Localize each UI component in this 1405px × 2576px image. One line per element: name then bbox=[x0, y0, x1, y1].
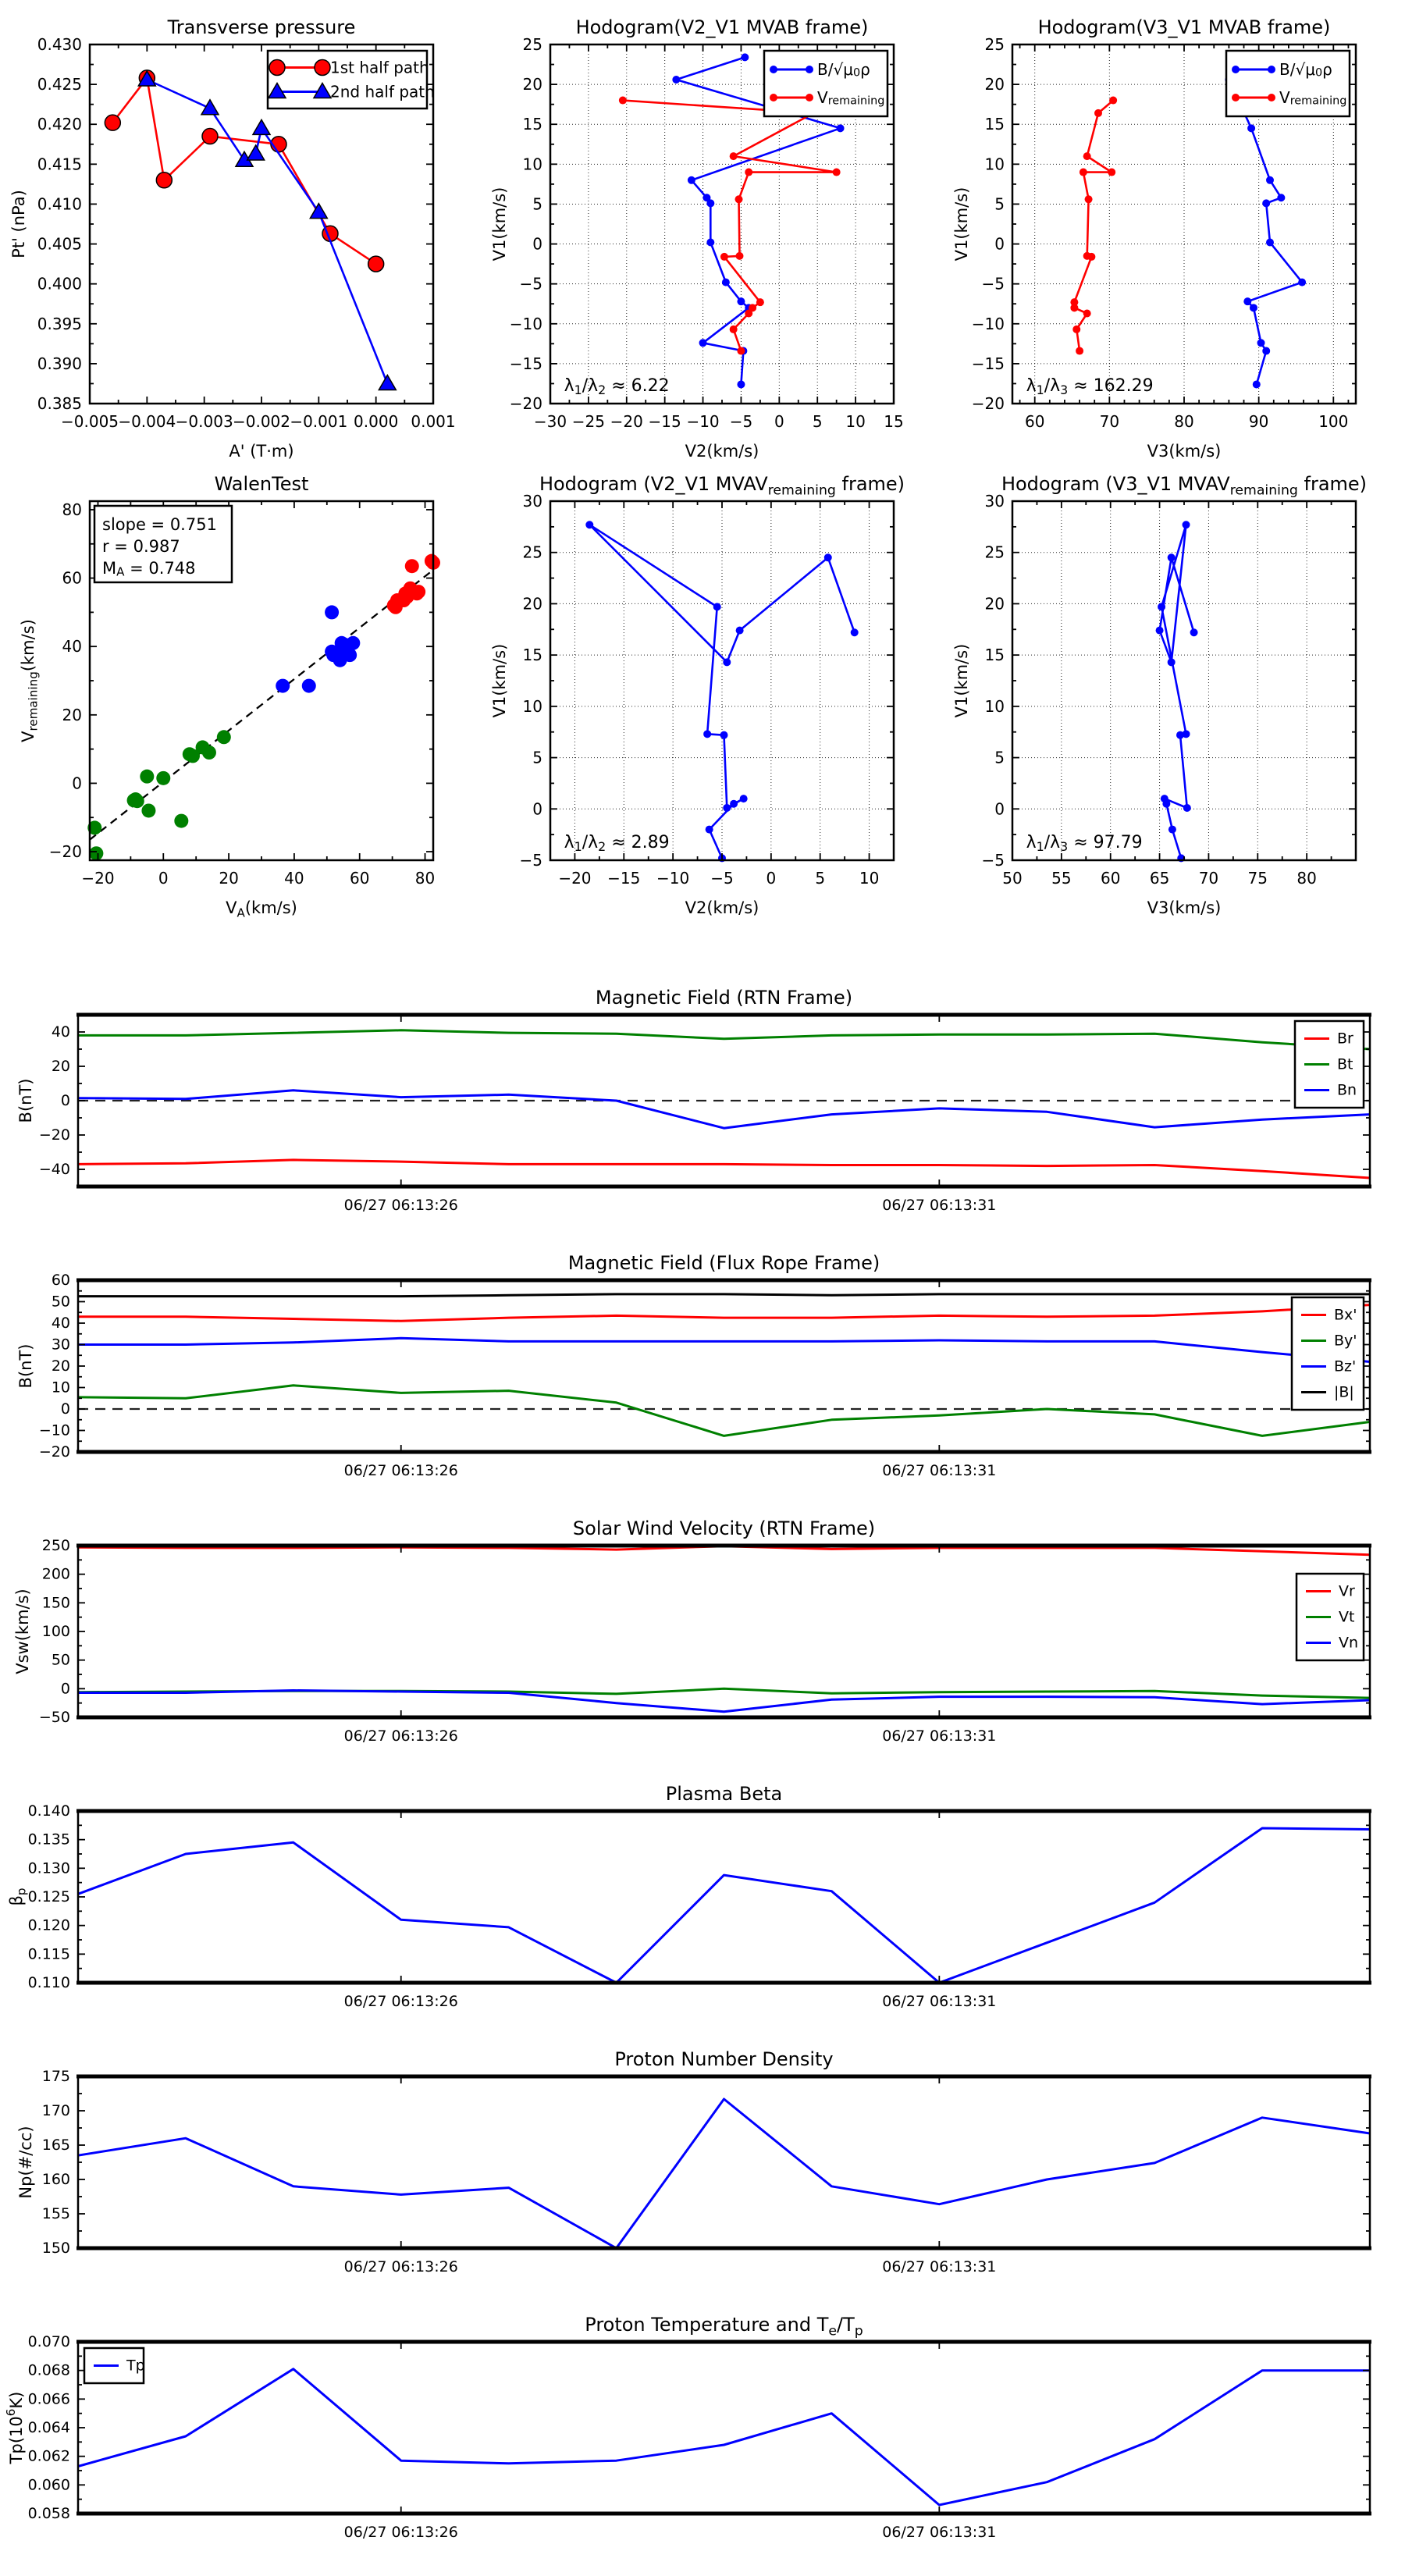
svg-text:λ1/λ2 ≈ 6.22: $\lambda_1/\lambda_2 \approx 6.22$ bbox=[564, 375, 670, 397]
svg-text:20: 20 bbox=[51, 1357, 70, 1375]
svg-text:V2(km/s): V2(km/s) bbox=[685, 442, 759, 461]
svg-text:B/√μ0ρ: $B/√\mu_0\rho$ bbox=[817, 60, 870, 80]
svg-text:0: 0 bbox=[774, 412, 784, 431]
svg-text:80: 80 bbox=[1297, 869, 1317, 888]
chart-b_rtn bbox=[16, 987, 1370, 1214]
svg-text:75: 75 bbox=[1247, 869, 1268, 888]
svg-text:Vremaining: $V_{remaining}$ bbox=[817, 88, 885, 108]
svg-text:165: 165 bbox=[41, 2137, 70, 2154]
svg-text:Bz': Bz' bbox=[1334, 1357, 1357, 1375]
svg-text:0: 0 bbox=[72, 774, 82, 793]
svg-text:0: 0 bbox=[994, 799, 1005, 819]
svg-text:Hodogram (V2_V1 MVAVremaining: Hodogram (V2_V1 $MVAV_{remaining}$ frame) bbox=[539, 473, 905, 499]
svg-text:By': By' bbox=[1334, 1332, 1357, 1350]
svg-text:−20: −20 bbox=[48, 842, 82, 862]
svg-text:55: 55 bbox=[1051, 869, 1072, 888]
svg-text:0.425: 0.425 bbox=[37, 75, 82, 94]
svg-text:0.405: 0.405 bbox=[37, 234, 82, 254]
svg-text:V1(km/s): V1(km/s) bbox=[952, 643, 971, 718]
svg-text:r = 0.987: r = 0.987 bbox=[102, 537, 180, 556]
svg-text:80: 80 bbox=[62, 500, 82, 519]
svg-text:20: 20 bbox=[522, 594, 542, 614]
svg-text:0.140: 0.140 bbox=[27, 1802, 70, 1820]
svg-text:−5: −5 bbox=[519, 851, 542, 870]
svg-text:Hodogram(V3_V1 MVAB frame): Hodogram(V3_V1 MVAB frame) bbox=[1037, 16, 1331, 38]
svg-text:25: 25 bbox=[522, 35, 542, 54]
svg-text:30: 30 bbox=[51, 1336, 70, 1354]
svg-text:0.110: 0.110 bbox=[27, 1974, 70, 1991]
svg-text:25: 25 bbox=[984, 543, 1005, 562]
svg-text:60: 60 bbox=[62, 568, 82, 588]
svg-text:0: 0 bbox=[60, 1400, 70, 1418]
svg-text:−0.002: −0.002 bbox=[232, 412, 291, 431]
svg-text:160: 160 bbox=[41, 2171, 70, 2188]
svg-text:βp: $\beta_p$ bbox=[7, 1888, 29, 1906]
svg-text:Plasma Beta: Plasma Beta bbox=[665, 1783, 783, 1805]
svg-text:20: 20 bbox=[51, 1058, 70, 1075]
svg-text:V1(km/s): V1(km/s) bbox=[490, 643, 509, 718]
svg-text:10: 10 bbox=[522, 155, 542, 174]
svg-text:5: 5 bbox=[532, 748, 542, 767]
svg-text:0.130: 0.130 bbox=[27, 1859, 70, 1877]
svg-text:25: 25 bbox=[984, 35, 1005, 54]
chart-transverse_pressure bbox=[9, 16, 456, 461]
svg-text:0.420: 0.420 bbox=[37, 115, 82, 134]
svg-text:Hodogram (V3_V1 MVAVremaining: Hodogram (V3_V1 $MVAV_{remaining}$ frame) bbox=[1001, 473, 1368, 499]
svg-text:06/27 06:13:31: 06/27 06:13:31 bbox=[882, 1727, 997, 1745]
svg-text:−40: −40 bbox=[38, 1161, 70, 1178]
svg-text:06/27 06:13:31: 06/27 06:13:31 bbox=[882, 2258, 997, 2275]
svg-text:0.058: 0.058 bbox=[27, 2505, 70, 2522]
svg-text:V3(km/s): V3(km/s) bbox=[1147, 898, 1222, 917]
svg-text:Tp: Tp bbox=[126, 2357, 145, 2375]
svg-text:0: 0 bbox=[994, 234, 1005, 254]
svg-text:−15: −15 bbox=[607, 869, 641, 888]
svg-text:0.070: 0.070 bbox=[27, 2333, 70, 2350]
svg-text:−20: −20 bbox=[38, 1126, 70, 1144]
chart-hodogram_v2v1_mvav bbox=[490, 473, 905, 917]
svg-text:5: 5 bbox=[994, 748, 1005, 767]
svg-text:0: 0 bbox=[532, 234, 542, 254]
svg-text:5: 5 bbox=[994, 194, 1005, 214]
svg-text:0.125: 0.125 bbox=[27, 1888, 70, 1905]
svg-text:−15: −15 bbox=[648, 412, 681, 431]
svg-text:V2(km/s): V2(km/s) bbox=[685, 898, 759, 917]
svg-text:|B|: |B| bbox=[1334, 1383, 1354, 1401]
svg-text:10: 10 bbox=[984, 696, 1005, 716]
svg-text:50: 50 bbox=[1002, 869, 1023, 888]
svg-text:06/27 06:13:31: 06/27 06:13:31 bbox=[882, 1197, 997, 1214]
svg-text:150: 150 bbox=[41, 2240, 70, 2257]
svg-text:20: 20 bbox=[62, 705, 82, 724]
svg-text:10: 10 bbox=[522, 696, 542, 716]
svg-text:Vt: Vt bbox=[1339, 1608, 1355, 1626]
svg-text:90: 90 bbox=[1248, 412, 1269, 431]
svg-text:Vn: Vn bbox=[1339, 1634, 1359, 1652]
svg-text:0.430: 0.430 bbox=[37, 35, 82, 54]
chart-vsw_rtn bbox=[13, 1517, 1370, 1745]
svg-text:100: 100 bbox=[41, 1623, 70, 1640]
svg-text:−50: −50 bbox=[38, 1709, 70, 1726]
svg-text:−20: −20 bbox=[558, 869, 592, 888]
svg-text:15: 15 bbox=[522, 115, 542, 134]
svg-text:−5: −5 bbox=[981, 851, 1005, 870]
svg-text:λ1/λ3 ≈ 97.79: $\lambda_1/\lambda_3 \approx 97.79$ bbox=[1026, 832, 1143, 854]
svg-text:20: 20 bbox=[219, 869, 239, 888]
svg-text:0: 0 bbox=[158, 869, 169, 888]
svg-text:−15: −15 bbox=[971, 354, 1005, 373]
chart-proton_density bbox=[16, 2048, 1370, 2275]
svg-text:Bt: Bt bbox=[1337, 1055, 1353, 1073]
svg-text:−0.005: −0.005 bbox=[60, 412, 119, 431]
svg-text:0.395: 0.395 bbox=[37, 314, 82, 333]
svg-text:Solar Wind Velocity (RTN Frame: Solar Wind Velocity (RTN Frame) bbox=[572, 1517, 876, 1539]
svg-text:06/27 06:13:31: 06/27 06:13:31 bbox=[882, 1993, 997, 2010]
svg-text:06/27 06:13:26: 06/27 06:13:26 bbox=[343, 2524, 458, 2541]
svg-text:40: 40 bbox=[284, 869, 304, 888]
svg-text:Np(#/cc): Np(#/cc) bbox=[16, 2126, 35, 2199]
svg-text:−0.003: −0.003 bbox=[175, 412, 233, 431]
chart-hodogram_v3v1_mvab bbox=[952, 16, 1356, 461]
svg-text:V1(km/s): V1(km/s) bbox=[952, 187, 971, 262]
svg-text:20: 20 bbox=[984, 75, 1005, 94]
svg-text:Magnetic Field (RTN Frame): Magnetic Field (RTN Frame) bbox=[595, 987, 853, 1009]
svg-text:15: 15 bbox=[884, 412, 904, 431]
svg-text:06/27 06:13:31: 06/27 06:13:31 bbox=[882, 1462, 997, 1479]
svg-text:−5: −5 bbox=[519, 274, 542, 294]
svg-text:20: 20 bbox=[522, 75, 542, 94]
svg-text:5: 5 bbox=[815, 869, 826, 888]
chart-hodogram_v3v1_mvav bbox=[952, 473, 1368, 917]
svg-text:15: 15 bbox=[522, 646, 542, 665]
svg-text:0.120: 0.120 bbox=[27, 1916, 70, 1934]
svg-text:−5: −5 bbox=[729, 412, 753, 431]
svg-text:06/27 06:13:26: 06/27 06:13:26 bbox=[343, 1993, 458, 2010]
svg-text:Bn: Bn bbox=[1337, 1081, 1357, 1099]
svg-text:10: 10 bbox=[51, 1379, 70, 1397]
svg-text:100: 100 bbox=[1318, 412, 1349, 431]
svg-text:2nd half path: 2nd half path bbox=[330, 82, 435, 101]
svg-text:slope = 0.751: slope = 0.751 bbox=[102, 515, 217, 534]
chart-walen_test bbox=[19, 473, 436, 920]
svg-text:Hodogram(V2_V1 MVAB frame): Hodogram(V2_V1 MVAB frame) bbox=[575, 16, 869, 38]
svg-text:40: 40 bbox=[51, 1315, 70, 1332]
svg-text:0.410: 0.410 bbox=[37, 194, 82, 214]
svg-text:5: 5 bbox=[812, 412, 823, 431]
svg-text:0.060: 0.060 bbox=[27, 2476, 70, 2494]
svg-text:80: 80 bbox=[1174, 412, 1194, 431]
svg-text:06/27 06:13:26: 06/27 06:13:26 bbox=[343, 1197, 458, 1214]
svg-text:10: 10 bbox=[859, 869, 880, 888]
svg-text:06/27 06:13:26: 06/27 06:13:26 bbox=[343, 1727, 458, 1745]
svg-text:WalenTest: WalenTest bbox=[214, 473, 309, 495]
svg-text:0.066: 0.066 bbox=[27, 2390, 70, 2408]
svg-text:155: 155 bbox=[41, 2205, 70, 2222]
svg-text:VA(km/s): $V_A(km/s)$ bbox=[226, 898, 297, 920]
svg-text:30: 30 bbox=[522, 492, 542, 511]
svg-text:−0.001: −0.001 bbox=[290, 412, 348, 431]
svg-text:Vr: Vr bbox=[1339, 1582, 1355, 1600]
svg-text:0.062: 0.062 bbox=[27, 2447, 70, 2465]
svg-text:−10: −10 bbox=[656, 869, 690, 888]
svg-text:V1(km/s): V1(km/s) bbox=[490, 187, 509, 262]
svg-text:Vremaining(km/s): $V_{remaining}(km/s)$ bbox=[19, 619, 41, 742]
svg-text:15: 15 bbox=[984, 115, 1005, 134]
svg-text:0.385: 0.385 bbox=[37, 394, 82, 413]
svg-text:−15: −15 bbox=[509, 354, 542, 373]
svg-text:B(nT): B(nT) bbox=[16, 1343, 35, 1389]
svg-text:15: 15 bbox=[984, 646, 1005, 665]
svg-text:0.068: 0.068 bbox=[27, 2361, 70, 2379]
svg-text:V3(km/s): V3(km/s) bbox=[1147, 442, 1222, 461]
svg-text:λ1/λ2 ≈ 2.89: $\lambda_1/\lambda_2 \approx 2.89$ bbox=[564, 832, 670, 854]
svg-text:Transverse pressure: Transverse pressure bbox=[167, 16, 356, 38]
svg-text:0.000: 0.000 bbox=[354, 412, 399, 431]
svg-text:0.001: 0.001 bbox=[411, 412, 456, 431]
svg-text:Proton Temperature and Te/Tp: Proton Temperature and $T_e/T_p$ bbox=[585, 2314, 863, 2339]
svg-text:20: 20 bbox=[984, 594, 1005, 614]
svg-text:0.064: 0.064 bbox=[27, 2419, 70, 2436]
svg-text:−5: −5 bbox=[710, 869, 734, 888]
svg-text:0.400: 0.400 bbox=[37, 274, 82, 294]
svg-text:−30: −30 bbox=[533, 412, 567, 431]
svg-text:0.390: 0.390 bbox=[37, 354, 82, 373]
svg-text:175: 175 bbox=[41, 2068, 70, 2085]
svg-text:Pt' (nPa): Pt' (nPa) bbox=[9, 190, 28, 258]
svg-text:Vsw(km/s): Vsw(km/s) bbox=[13, 1589, 32, 1674]
svg-text:40: 40 bbox=[62, 637, 82, 656]
svg-text:60: 60 bbox=[51, 1272, 70, 1289]
svg-text:MA = 0.748: $M_A = 0.748$ bbox=[102, 559, 196, 579]
svg-text:Tp(106K): $Tp(10^6K)$ bbox=[4, 2391, 26, 2464]
svg-text:Vremaining: $V_{remaining}$ bbox=[1279, 88, 1347, 108]
svg-text:250: 250 bbox=[41, 1537, 70, 1554]
svg-text:5: 5 bbox=[532, 194, 542, 214]
svg-text:150: 150 bbox=[41, 1594, 70, 1612]
svg-text:Bx': Bx' bbox=[1334, 1306, 1357, 1324]
svg-text:50: 50 bbox=[51, 1651, 70, 1669]
svg-text:−25: −25 bbox=[571, 412, 605, 431]
chart-hodogram_v2v1_mvab bbox=[490, 16, 904, 461]
svg-text:Proton Number Density: Proton Number Density bbox=[614, 2048, 834, 2070]
svg-text:−10: −10 bbox=[686, 412, 720, 431]
svg-text:06/27 06:13:31: 06/27 06:13:31 bbox=[882, 2524, 997, 2541]
svg-text:A' (T·m): A' (T·m) bbox=[229, 442, 294, 461]
svg-text:10: 10 bbox=[984, 155, 1005, 174]
svg-text:0.415: 0.415 bbox=[37, 155, 82, 174]
svg-text:40: 40 bbox=[51, 1023, 70, 1041]
chart-proton_temperature bbox=[4, 2314, 1370, 2541]
svg-text:λ1/λ3 ≈ 162.29: $\lambda_1/\lambda_3 \approx 162.29$ bbox=[1026, 375, 1154, 397]
svg-text:0: 0 bbox=[532, 799, 542, 819]
svg-text:0: 0 bbox=[766, 869, 777, 888]
svg-text:170: 170 bbox=[41, 2102, 70, 2119]
svg-text:−20: −20 bbox=[509, 394, 542, 413]
chart-b_flux_rope bbox=[16, 1252, 1370, 1479]
svg-text:80: 80 bbox=[414, 869, 436, 888]
svg-text:−20: −20 bbox=[38, 1443, 70, 1461]
svg-text:1st half path: 1st half path bbox=[330, 58, 429, 77]
svg-text:Magnetic Field (Flux Rope Fram: Magnetic Field (Flux Rope Frame) bbox=[567, 1252, 880, 1274]
svg-text:−20: −20 bbox=[971, 394, 1005, 413]
svg-text:25: 25 bbox=[522, 543, 542, 562]
svg-text:60: 60 bbox=[349, 869, 370, 888]
svg-text:0.135: 0.135 bbox=[27, 1831, 70, 1848]
svg-text:60: 60 bbox=[1024, 412, 1045, 431]
svg-text:−20: −20 bbox=[81, 869, 115, 888]
svg-text:70: 70 bbox=[1198, 869, 1219, 888]
svg-text:0: 0 bbox=[60, 1680, 70, 1698]
svg-text:−10: −10 bbox=[38, 1421, 70, 1439]
svg-text:−20: −20 bbox=[610, 412, 643, 431]
svg-text:B(nT): B(nT) bbox=[16, 1078, 35, 1123]
svg-text:06/27 06:13:26: 06/27 06:13:26 bbox=[343, 1462, 458, 1479]
svg-text:10: 10 bbox=[845, 412, 866, 431]
svg-text:0: 0 bbox=[60, 1092, 70, 1109]
svg-text:−0.004: −0.004 bbox=[118, 412, 176, 431]
svg-text:−5: −5 bbox=[981, 274, 1005, 294]
svg-text:Br: Br bbox=[1337, 1030, 1353, 1048]
svg-text:60: 60 bbox=[1100, 869, 1121, 888]
svg-text:200: 200 bbox=[41, 1565, 70, 1583]
svg-text:B/√μ0ρ: $B/√\mu_0\rho$ bbox=[1279, 60, 1332, 80]
svg-text:0.115: 0.115 bbox=[27, 1945, 70, 1963]
svg-text:−10: −10 bbox=[971, 314, 1005, 333]
svg-text:65: 65 bbox=[1149, 869, 1170, 888]
svg-text:06/27 06:13:26: 06/27 06:13:26 bbox=[343, 2258, 458, 2275]
svg-text:−10: −10 bbox=[509, 314, 542, 333]
svg-text:70: 70 bbox=[1099, 412, 1120, 431]
svg-text:30: 30 bbox=[984, 492, 1005, 511]
svg-text:50: 50 bbox=[51, 1293, 70, 1311]
